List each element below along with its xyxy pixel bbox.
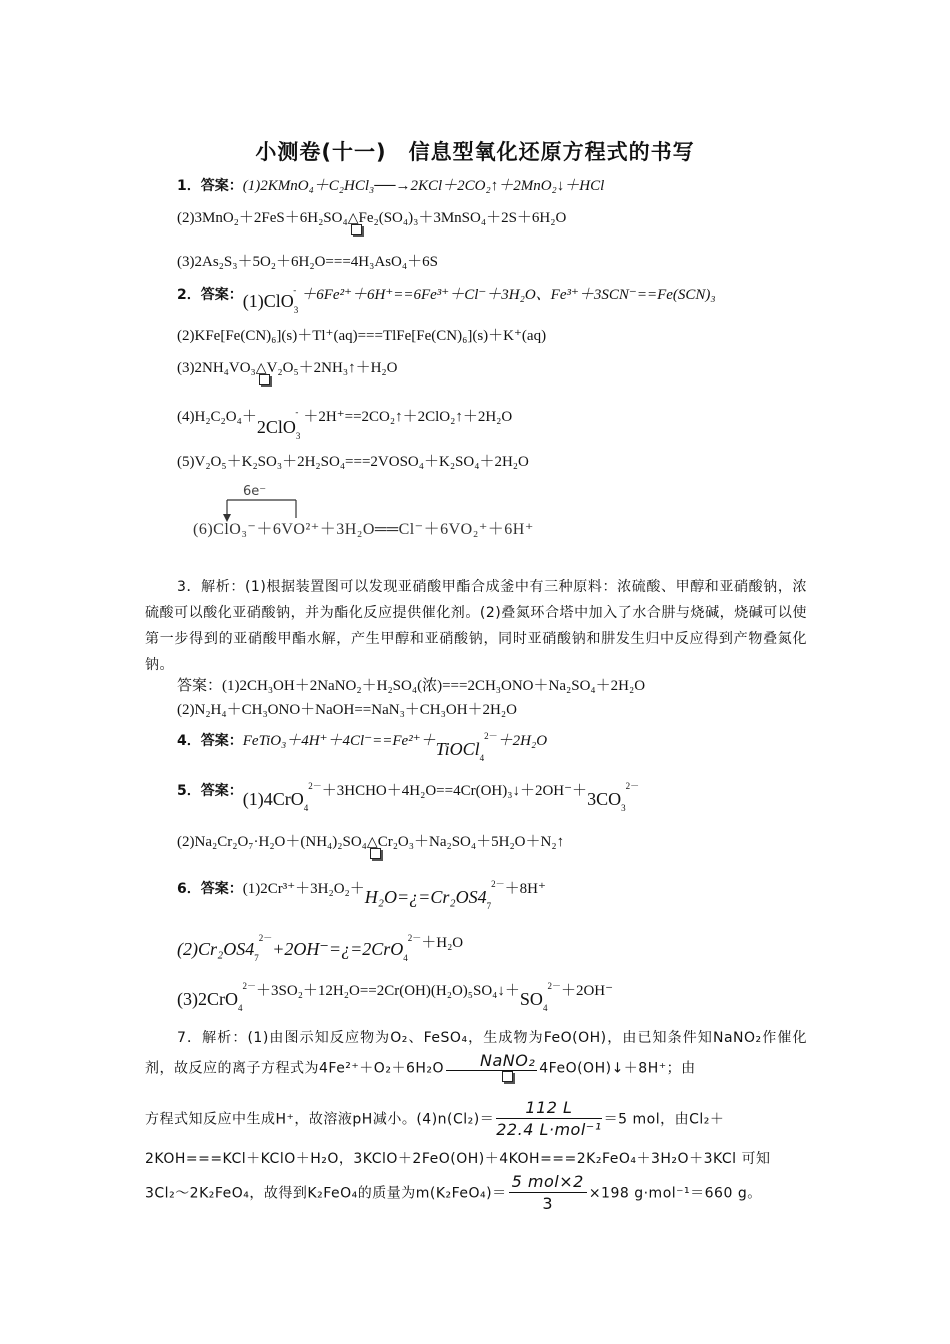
- answer-5-label: 5．答案：: [177, 783, 243, 799]
- answer-6-line-3: $(3)2CrO_4^{2-}+3SO_2+12H_2O==2Cr(OH)(H_2O)_5SO_4↓+SO_4^{2-}+2OH^-$: [177, 981, 614, 1013]
- answer-4-line: 4．答案：FeTiO₃＋4H⁺＋4Cl⁻==Fe²⁺＋TiOCl$_4^{2-}$＋2H₂O: [177, 731, 548, 763]
- fraction-2-numerator: 5 mol×2: [509, 1172, 587, 1193]
- heat-condition: [256, 358, 267, 379]
- answer-1-line-3: (3)2As₂S₃＋5O₂＋6H₂O===4H₃AsO₄＋6S: [177, 254, 438, 270]
- fraction-2-denominator: 3: [542, 1194, 554, 1213]
- answer-2-line-1: 2．答案：(1)ClO$_3$- ＋6Fe²⁺＋6H⁺==6Fe³⁺＋Cl⁻＋3H₂O、Fe³⁺＋3SCN⁻==Fe(SCN)₃: [177, 285, 716, 315]
- answer-5-eq-1b: ＋3HCHO＋4H₂O==4Cr(OH)₃↓＋2OH⁻＋: [321, 783, 588, 799]
- answer-2-line-5: (5)V₂O₅＋K₂SO₃＋2H₂SO₄===2VOSO₄＋K₂SO₄＋2H₂O: [177, 454, 529, 470]
- fraction-mass-k2feo4: [509, 1172, 587, 1215]
- answer-2-eq-1b: ＋6Fe²⁺＋6H⁺==6Fe³⁺＋Cl⁻＋3H₂O、Fe³⁺＋3SCN⁻==Fe(SCN)₃: [301, 287, 716, 303]
- answer-6-eq-3c: SO: [519, 989, 543, 1009]
- box-mark-icon: [370, 848, 381, 859]
- answer-7-text-1: 7．解析：(1)由图示知反应物为O₂、FeSO₄，生成物为FeO(OH)，由已知条件知NaNO₂作催化剂，故反应的离子方程式为4Fe²⁺＋O₂＋6H₂O: [145, 1030, 807, 1077]
- answer-1-line-1: [177, 176, 604, 196]
- box-mark-icon: [351, 224, 362, 235]
- answer-2-label: 2．答案：: [177, 287, 243, 303]
- box-mark-icon: [259, 374, 270, 385]
- answer-4-label: 4．答案：: [177, 733, 243, 749]
- answer-6-eq-2a: (2)Cr₂OS4: [177, 939, 255, 959]
- answer-6-eq-3d: ＋2OH⁻: [560, 983, 614, 999]
- answer-2-eq-4b: 2ClO: [256, 417, 296, 437]
- catalyst-label: NaNO₂: [446, 1052, 537, 1071]
- answer-6-eq-2b: +2OH⁻=¿=2CrO: [272, 939, 404, 959]
- answer-7-text-6: 3Cl₂～2K₂FeO₄，故得到K₂FeO₄的质量为m(K₂FeO₄)＝: [145, 1185, 507, 1202]
- answer-3-answer-2: (2)N₂H₄＋CH₃ONO＋NaOH==NaN₃＋CH₃OH＋2H₂O: [177, 702, 517, 718]
- catalyst-condition: [446, 1052, 537, 1085]
- answer-5-eq-2-left: (2)Na₂Cr₂O₇·H₂O＋(NH₄)₂SO₄: [177, 834, 367, 850]
- answer-7-analysis-1: [145, 1024, 807, 1085]
- answer-5-line-2: [177, 832, 564, 853]
- answer-6-line-2: $(2)Cr_2OS4_7^{2-}+2OH^-=¿=2CrO_4^{2-}+H_2O$: [177, 933, 464, 963]
- answer-2-line-2: (2)KFe[Fe(CN)₆](s)＋Tl⁺(aq)===TlFe[Fe(CN)₆](s)＋K⁺(aq): [177, 328, 547, 344]
- answer-2-eq-3-left: (3)2NH₄VO₃: [177, 360, 256, 376]
- answer-7-text-2: 4FeO(OH)↓＋8H⁺；由: [539, 1060, 696, 1077]
- fraction-moles-cl2: [496, 1098, 601, 1141]
- answer-5-eq-1c: 3CO: [587, 789, 622, 809]
- answer-7-analysis-4: [145, 1172, 807, 1215]
- heat-symbol: △: [366, 835, 378, 850]
- answer-1-eq-2-right: Fe₂(SO₄)₃＋3MnSO₄＋2S＋6H₂O: [358, 210, 567, 226]
- answer-2-line-3: [177, 358, 397, 379]
- answer-1-label: 1．答案：: [177, 178, 243, 194]
- answer-4-eq-c: ＋2H₂O: [497, 733, 548, 749]
- answer-1-eq-2-left: (2)3MnO₂＋2FeS＋6H₂SO₄: [177, 210, 348, 226]
- answer-7-text-4: ＝5 mol，由Cl₂＋: [603, 1111, 725, 1128]
- electron-count-label: 6e⁻: [243, 484, 267, 499]
- answer-2-line-4: (4)H₂C₂O₄＋2ClO$_3$- ＋2H⁺==2CO₂↑＋2ClO₂↑＋2H₂O: [177, 407, 513, 441]
- answer-6-eq-1c: ＋8H⁺: [504, 881, 546, 897]
- answer-5-line-1: 5．答案：$(1)4CrO_4^{2-}+3HCHO+4H_2O==4Cr(OH)_3↓+2OH^-+3CO_3^{2-}$: [177, 781, 640, 813]
- answer-6-label: 6．答案：: [177, 881, 243, 897]
- answer-6-eq-2c: ＋H₂O: [421, 935, 464, 951]
- answer-3-analysis: 3．解析：(1)根据装置图可以发现亚硝酸甲酯合成釜中有三种原料：浓硫酸、甲醇和亚硝酸钠，浓硫酸可以酸化亚硝酸钠，并为酯化反应提供催化剂。(2)叠氮环合塔中加入了水合肼与烧碱，烧碱可以使第一步得到的亚硝酸甲酯水解，产生甲醇和亚硝酸钠，同时亚硝酸钠和肼发生归中反应得到产物叠氮化钠。: [145, 579, 807, 673]
- fraction-1-numerator: 112 L: [496, 1098, 601, 1119]
- answer-7-analysis-3: 2KOH===KCl＋KClO＋H₂O，3KClO＋2FeO(OH)＋4KOH===2K₂FeO₄＋3H₂O＋3KCl 可知: [145, 1151, 771, 1167]
- answer-4-eq-a: FeTiO₃＋4H⁺＋4Cl⁻==Fe²⁺＋: [242, 733, 436, 749]
- answer-6-eq-1a: (1)2Cr³⁺＋3H₂O₂＋: [242, 881, 365, 897]
- answer-5-eq-2-right: Cr₂O₃＋Na₂SO₄＋5H₂O＋N₂↑: [377, 834, 565, 850]
- answer-2-line-6: (6)ClO₃⁻＋6VO²⁺＋3H₂O══Cl⁻＋6VO₂⁺＋6H⁺: [193, 521, 534, 538]
- answer-7-text-3: 方程式知反应中生成H⁺，故溶液pH减小。(4)n(Cl₂)＝: [145, 1111, 495, 1128]
- answer-2-eq-4a: (4)H₂C₂O₄＋: [177, 409, 257, 425]
- heat-symbol: △: [255, 361, 267, 376]
- answer-2-eq-1a: (1)ClO: [242, 291, 294, 311]
- answer-2-eq-3-right: V₂O₅＋2NH₃↑＋H₂O: [266, 360, 398, 376]
- answer-1-line-2: [177, 208, 566, 229]
- page-title: 小测卷(十一) 信息型氧化还原方程式的书写: [255, 140, 695, 164]
- answer-6-eq-3a: (3)2CrO: [177, 989, 238, 1009]
- answer-6-line-1: 6．答案：$(1)2Cr^{3+}+3H_2O_2+H_2O=¿=Cr_2OS4_7^{2-}+8H^+$: [177, 879, 546, 911]
- heat-condition: [348, 208, 359, 229]
- answer-6-eq-3b: ＋3SO₂＋12H₂O==2Cr(OH)(H₂O)₅SO₄↓＋: [256, 983, 520, 999]
- answer-2-eq-4c: ＋2H⁺==2CO₂↑＋2ClO₂↑＋2H₂O: [303, 409, 513, 425]
- fraction-1-denominator: 22.4 L·mol⁻¹: [496, 1120, 602, 1139]
- heat-condition: [367, 832, 378, 853]
- answer-5-eq-1a: (1)4CrO: [242, 789, 304, 809]
- answer-4-eq-b: TiOCl: [435, 739, 480, 759]
- answer-7-text-7: ×198 g·mol⁻¹＝660 g。: [588, 1185, 762, 1202]
- answer-3-answer-1: 答案：(1)2CH₃OH＋2NaNO₂＋H₂SO₄(浓)===2CH₃ONO＋Na₂SO₄＋2H₂O: [177, 678, 646, 694]
- box-mark-icon: [502, 1071, 513, 1082]
- answer-7-analysis-2: [145, 1098, 807, 1141]
- answer-6-eq-1b: H₂O=¿=Cr₂OS4: [364, 887, 487, 907]
- answer-1-eq-1: (1)2KMnO₄＋C₂HCl₃──→2KCl＋2CO₂↑＋2MnO₂↓＋HCl: [242, 178, 605, 194]
- heat-symbol: △: [347, 211, 359, 226]
